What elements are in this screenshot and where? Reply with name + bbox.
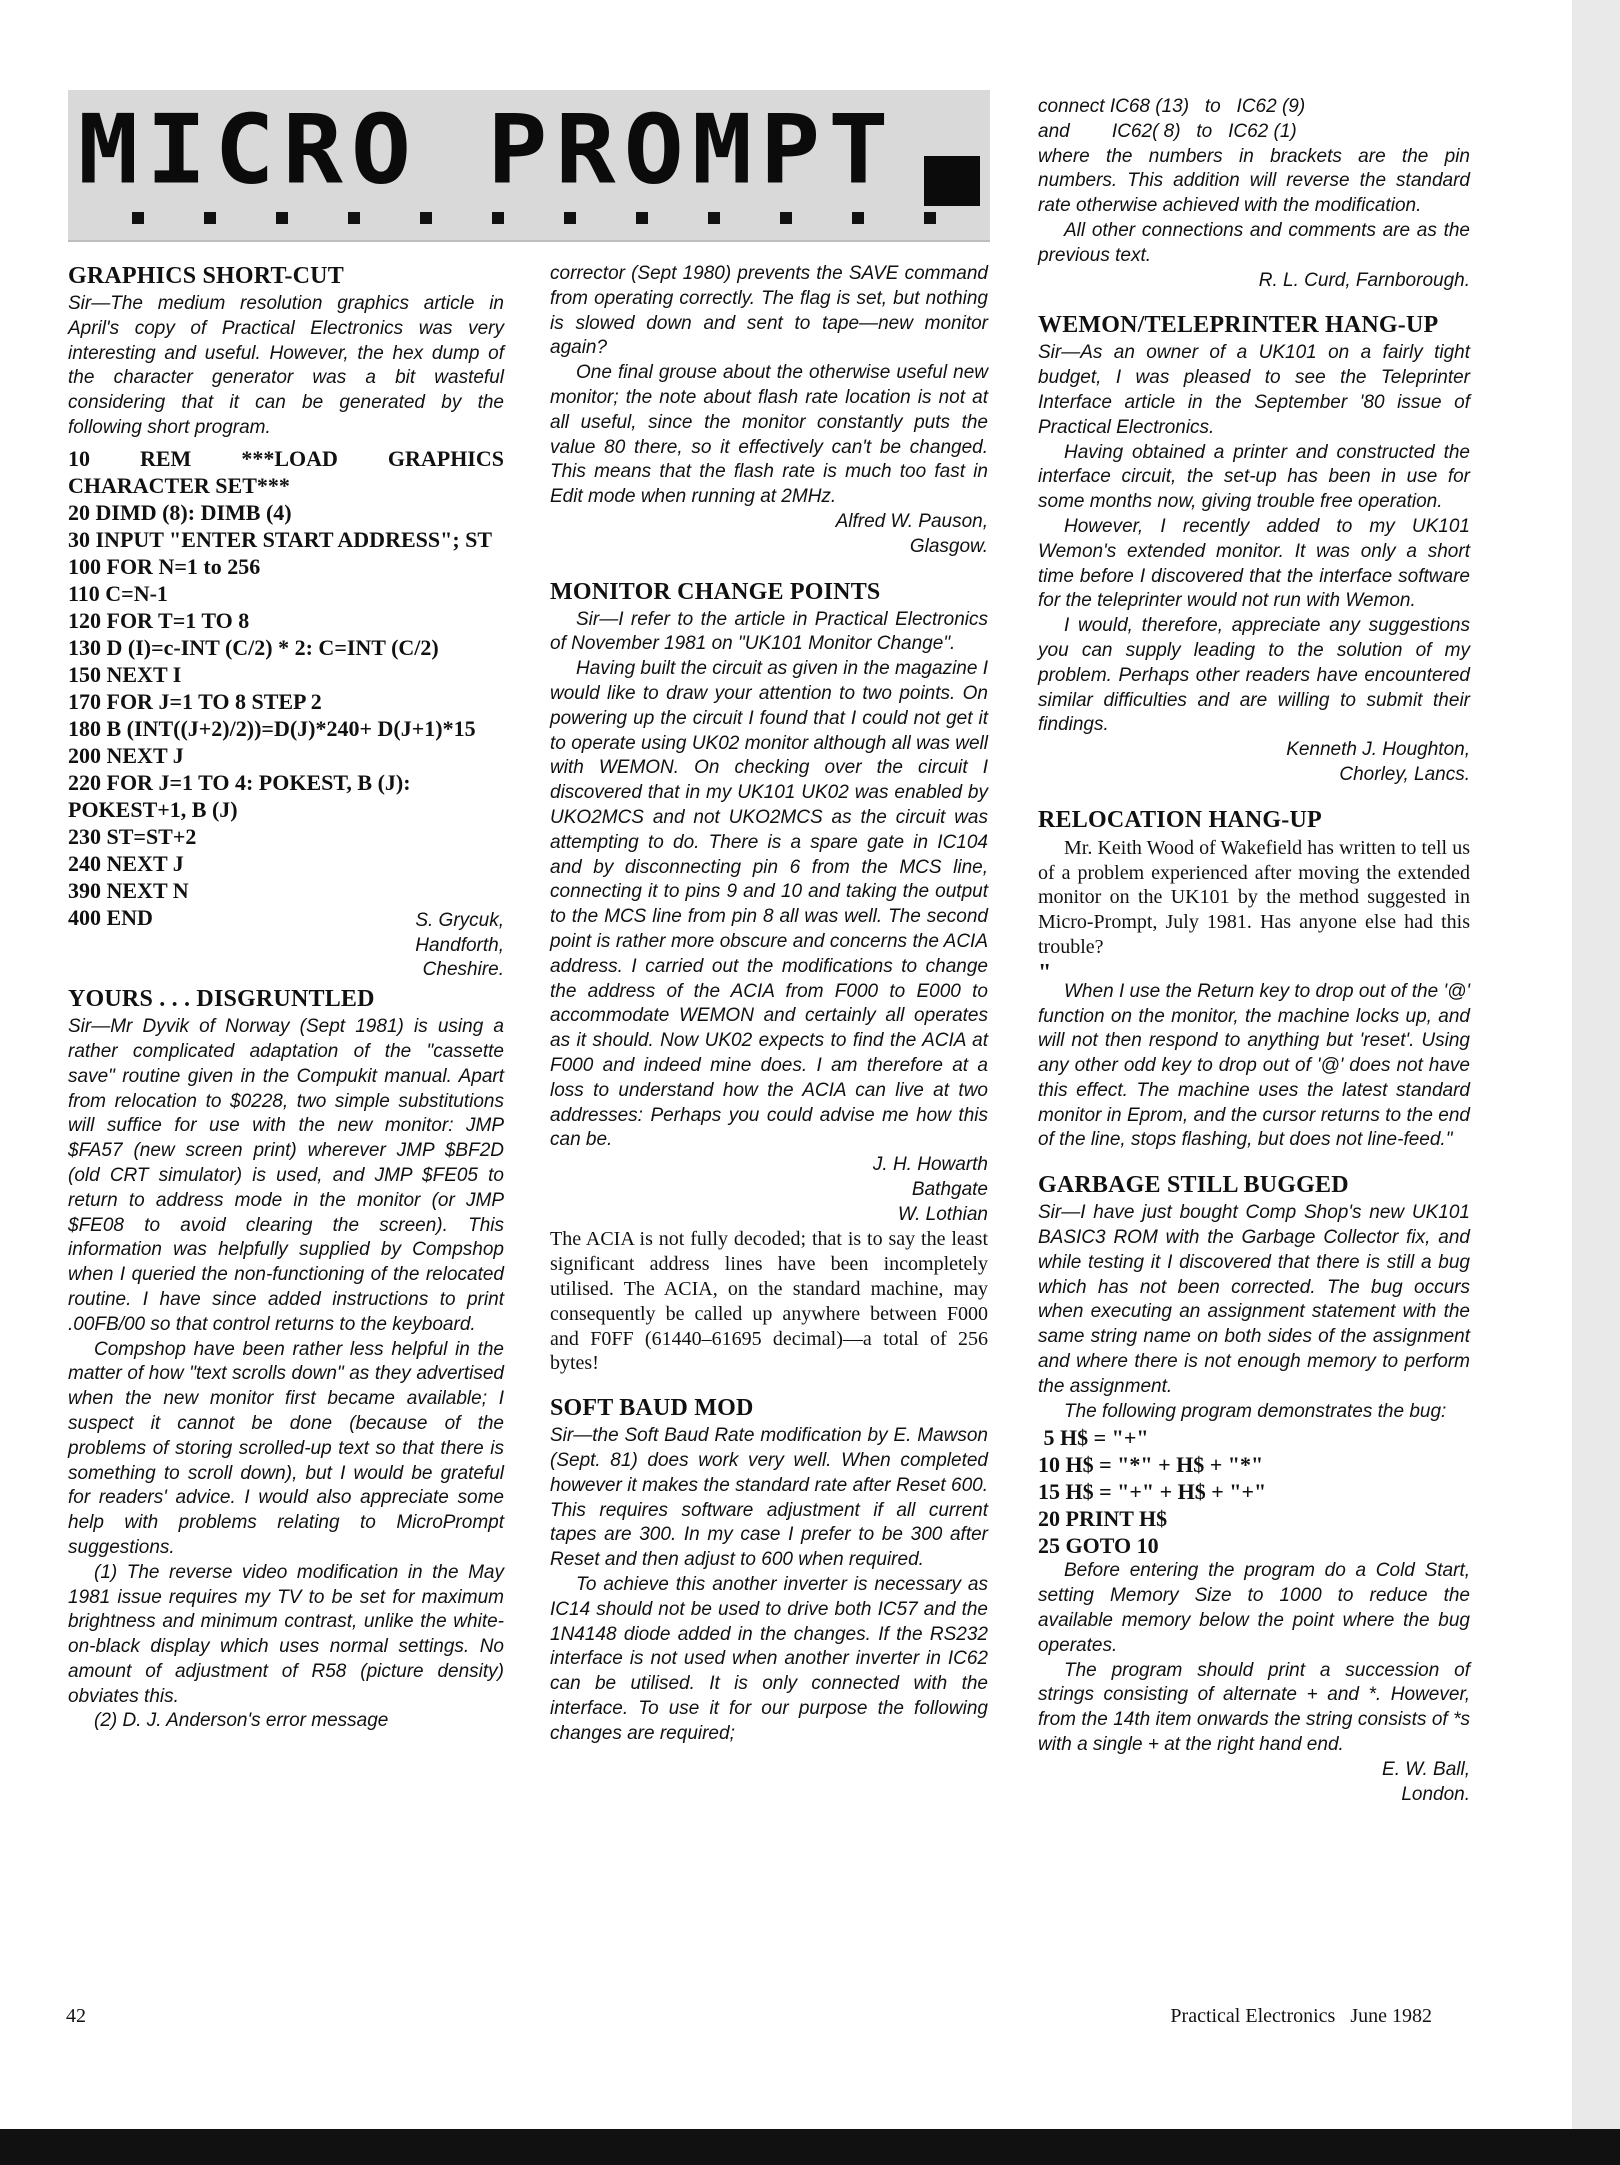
article-paragraph: Having built the circuit as given in the magazine I would like to draw your attention to two points. On powering up the circuit I found that I could not get it to operate using UK02 monitor although all was well with WEMON. On checking over the circuit I discovered that in my UK101 UK02 was enabled by UKO2MCS and not UKO2MCS as the circuit was attempting to do. There is a spare gate in IC104 and by disconnecting pin 6 from the MCS line, connecting it to pins 9 and 10 and taking the output to the MCS line from pin 8 all was well. The second point is rather more obscure and concerns the ACIA address. I carried out the modifications to change the address of the ACIA from F000 to E000 to accommodate WEMON and certainly all operates as it should. Now UK02 expects to find the ACIA at F000 and indeed mine does. I am therefore at a loss to understand how the ACIA can live at two addresses: Perhaps you could advise me how this can be. xyxy=(550,658,988,1151)
article-paragraph: Mr. Keith Wood of Wakefield has written to tell us of a problem experienced after moving the extended monitor on the UK101 by the method suggested in Micro-Prompt, July 1981. Has anyone else had this trouble? xyxy=(1038,836,1470,958)
basic-program-listing xyxy=(68,445,510,931)
article-heading: MONITOR CHANGE POINTS xyxy=(550,578,881,605)
article-paragraph: The program should print a succession of strings consisting of alternate + and *. However, from the 14th item onwards the string consists of *s with a single + at the right hand end. xyxy=(1038,1659,1470,1756)
code-line: 10 H$ = "*" + H$ + "*" xyxy=(1038,1452,1264,1478)
code-line: 200 NEXT J xyxy=(68,742,184,768)
code-line: 130 D (I)=c-INT (C/2) * 2: C=INT (C/2) xyxy=(68,634,439,660)
code-line: 230 ST=ST+2 xyxy=(68,823,197,849)
article-paragraph: Compshop have been rather less helpful in the matter of how "text scrolls down" as they advertised when the new monitor first became available; I suspect it cannot be done (because of the problems of storing scrolled-up text so that there is something to scroll down), but I would be grateful for readers' advice. I would also appreciate some help with problems relating to MicroPrompt suggestions. xyxy=(68,1338,504,1558)
article-heading: WEMON/TELEPRINTER HANG-UP xyxy=(1038,312,1439,339)
article-paragraph: (2) D. J. Anderson's error message xyxy=(94,1710,389,1732)
quoted-paragraph: When I use the Return key to drop out of the '@' function on the monitor, the machine locks up, and will not then respond to anything but 'reset'. Using any other odd key to drop out of '@' does not have this effect. The machine uses the latest standard monitor in Eprom, and the cursor returns to the end of the line, stops flashing, but does not line-feed." xyxy=(1038,980,1470,1151)
letter-signature: Glasgow. xyxy=(909,535,988,557)
masthead-dot-row xyxy=(132,212,936,224)
article-heading: GRAPHICS SHORT-CUT xyxy=(68,263,344,289)
code-line: 10 REM ***LOAD GRAPHICS CHARACTER SET*** xyxy=(68,445,510,498)
code-line: 400 END xyxy=(68,904,153,930)
article-paragraph: However, I recently added to my UK101 Wemon's extended monitor. It was only a short time before I discovered that the interface software for the teleprinter would not run with Wemon. xyxy=(1038,515,1470,612)
publication-footer: Practical Electronics June 1982 xyxy=(1170,2005,1432,2027)
editor-reply: The ACIA is not fully decoded; that is to say the least significant address lines have been incompletely utilised. The ACIA, on the standard machine, may consequently be called up anywhere between F000 and F0FF (61440–61695 decimal)—a total of 256 bytes! xyxy=(550,1228,988,1375)
letter-signature: Alfred W. Pauson, xyxy=(835,510,988,532)
article-paragraph: All other connections and comments are as the previous text. xyxy=(1038,219,1470,266)
column-1 xyxy=(68,262,510,1734)
article-paragraph: where the numbers in brackets are the pin numbers. This addition will reverse the standard rate otherwise achieved with the modification. xyxy=(1038,145,1470,217)
letter-signature: R. L. Curd, Farnborough. xyxy=(1258,269,1470,291)
letter-signature: S. Grycuk, xyxy=(415,909,504,931)
letter-signature: Bathgate xyxy=(911,1178,988,1200)
masthead-title: MICRO PROMPT xyxy=(78,94,897,206)
article-heading: YOURS . . . DISGRUNTLED xyxy=(68,986,375,1013)
masthead-banner xyxy=(68,90,990,242)
article-heading: RELOCATION HANG-UP xyxy=(1038,806,1322,833)
column-3 xyxy=(1038,95,1470,1807)
code-line: 170 FOR J=1 TO 8 STEP 2 xyxy=(68,688,322,714)
article-paragraph: Sir—the Soft Baud Rate modification by E. Mawson (Sept. 81) does work very well. When completed however it makes the standard rate after Reset 600. This requires software adjustment if all current tapes are 300. In my case I prefer to be 300 after Reset and then adjust to 600 when required. xyxy=(550,1425,988,1571)
article-paragraph: Having obtained a printer and constructed the interface circuit, the set-up has been in use for some months now, giving trouble free operation. xyxy=(1038,441,1470,513)
article-paragraph: corrector (Sept 1980) prevents the SAVE command from operating correctly. The flag is set, but nothing is slowed down and sent to tape—new monitor again? xyxy=(550,263,988,359)
connection-line: connect IC68 (13) to IC62 (9) xyxy=(1038,96,1306,117)
letter-signature: Handforth, xyxy=(415,934,504,956)
letter-signature: Chorley, Lancs. xyxy=(1339,763,1470,785)
code-line: 180 B (INT((J+2)/2))=D(J)*240+ D(J+1)*15 xyxy=(68,715,476,741)
article-paragraph: (1) The reverse video modification in the May 1981 issue requires my TV to be set for maximum brightness and minimum contrast, unlike the white-on-black display which uses normal settings. No amount of adjustment of R58 (picture density) obviates this. xyxy=(68,1561,504,1707)
article-paragraph: Sir—The medium resolution graphics article in April's copy of Practical Electronics was very interesting and useful. However, the hex dump of the character generator was a bit wasteful considering that it can be generated by the following short program. xyxy=(68,293,504,438)
article-paragraph: To achieve this another inverter is necessary as IC14 should not be used to drive both IC57 and the 1N4148 diode added in the changes. If the RS232 interface is not used when another inverter in IC62 can be utilised. It is only connected with the interface. To use it for our purpose the following changes are required; xyxy=(550,1574,988,1744)
letter-signature: W. Lothian xyxy=(897,1203,988,1225)
article-heading: GARBAGE STILL BUGGED xyxy=(1038,1172,1349,1199)
open-quote-mark: " xyxy=(1038,959,1052,986)
code-line: 110 C=N-1 xyxy=(68,580,168,606)
article-paragraph: I would, therefore, appreciate any suggestions you can supply leading to the solution of my problem. Perhaps other readers have encountered similar difficulties and are willing to submit their findings. xyxy=(1038,615,1470,736)
code-line: 390 NEXT N xyxy=(68,877,189,903)
article-paragraph: Before entering the program do a Cold Start, setting Memory Size to 1000 to reduce the available memory below the point where the bug operates. xyxy=(1038,1560,1470,1656)
letter-signature: London. xyxy=(1401,1783,1470,1805)
connection-line: and IC62( 8) to IC62 (1) xyxy=(1038,120,1297,142)
page-edge-shadow xyxy=(1572,0,1620,2165)
article-paragraph: Sir—Mr Dyvik of Norway (Sept 1981) is using a rather complicated adaptation of the "cassette save" routine given in the Compukit manual. Apart from relocation to $0228, two simple substitutions will suffice for use with the new monitor: JMP $FA57 (new screen print) wherever JMP $BF2D (old CRT simulator) is used, and JMP $FE05 to return to address mode in the monitor (or JMP $FE08 to avoid clearing the screen). This information was helpfully supplied by Compshop when I queried the non-functioning of the relocated routine. I have since added instructions to print .00FB/00 so that control returns to the keyboard. xyxy=(68,1016,504,1335)
letter-signature: Cheshire. xyxy=(422,959,504,981)
code-line: 5 H$ = "+" xyxy=(1038,1425,1149,1451)
cursor-block-icon xyxy=(924,156,980,206)
article-paragraph: Sir—I refer to the article in Practical Electronics of November 1981 on "UK101 Monitor Change". xyxy=(550,608,988,655)
code-line: 120 FOR T=1 TO 8 xyxy=(68,607,250,633)
code-line: 20 PRINT H$ xyxy=(1038,1506,1168,1532)
column-2 xyxy=(550,262,988,1747)
article-paragraph: One final grouse about the otherwise useful new monitor; the note about flash rate location is not at all useful, since the monitor constantly puts the value 80 there, so it effectively can't be changed. This means that the flash rate is much too fast in Edit mode when running at 2MHz. xyxy=(550,362,988,508)
code-line: 220 FOR J=1 TO 4: POKEST, B (J): POKEST+1, B (J) xyxy=(68,769,417,822)
code-line: 150 NEXT I xyxy=(68,661,182,687)
code-line: 15 H$ = "+" + H$ + "+" xyxy=(1038,1479,1267,1505)
article-paragraph: Sir—As an owner of a UK101 on a fairly tight budget, I was pleased to see the Teleprinter Interface article in the September '80 issue of Practical Electronics. xyxy=(1038,342,1470,438)
letter-signature: Kenneth J. Houghton, xyxy=(1286,739,1470,761)
code-line: 25 GOTO 10 xyxy=(1038,1533,1159,1559)
code-line: 20 DIMD (8): DIMB (4) xyxy=(68,499,292,525)
scan-bottom-band xyxy=(0,2129,1620,2165)
article-heading: SOFT BAUD MOD xyxy=(550,1395,754,1422)
code-line: 30 INPUT "ENTER START ADDRESS"; ST xyxy=(68,526,493,552)
article-paragraph: The following program demonstrates the bug: xyxy=(1064,1400,1447,1422)
code-line: 240 NEXT J xyxy=(68,850,184,876)
page-number: 42 xyxy=(66,2005,86,2027)
code-line: 100 FOR N=1 to 256 xyxy=(68,553,261,579)
article-paragraph: Sir—I have just bought Comp Shop's new UK101 BASIC3 ROM with the Garbage Collector fix, and while testing it I discovered that there is still a bug which has not been corrected. The bug occurs when executing an assignment statement with the same string name on both sides of the assignment and where there is not enough memory to perform the assignment. xyxy=(1038,1202,1470,1397)
letter-signature: E. W. Ball, xyxy=(1382,1758,1470,1780)
letter-signature: J. H. Howarth xyxy=(872,1154,988,1176)
basic-program-listing xyxy=(1038,1424,1470,1559)
